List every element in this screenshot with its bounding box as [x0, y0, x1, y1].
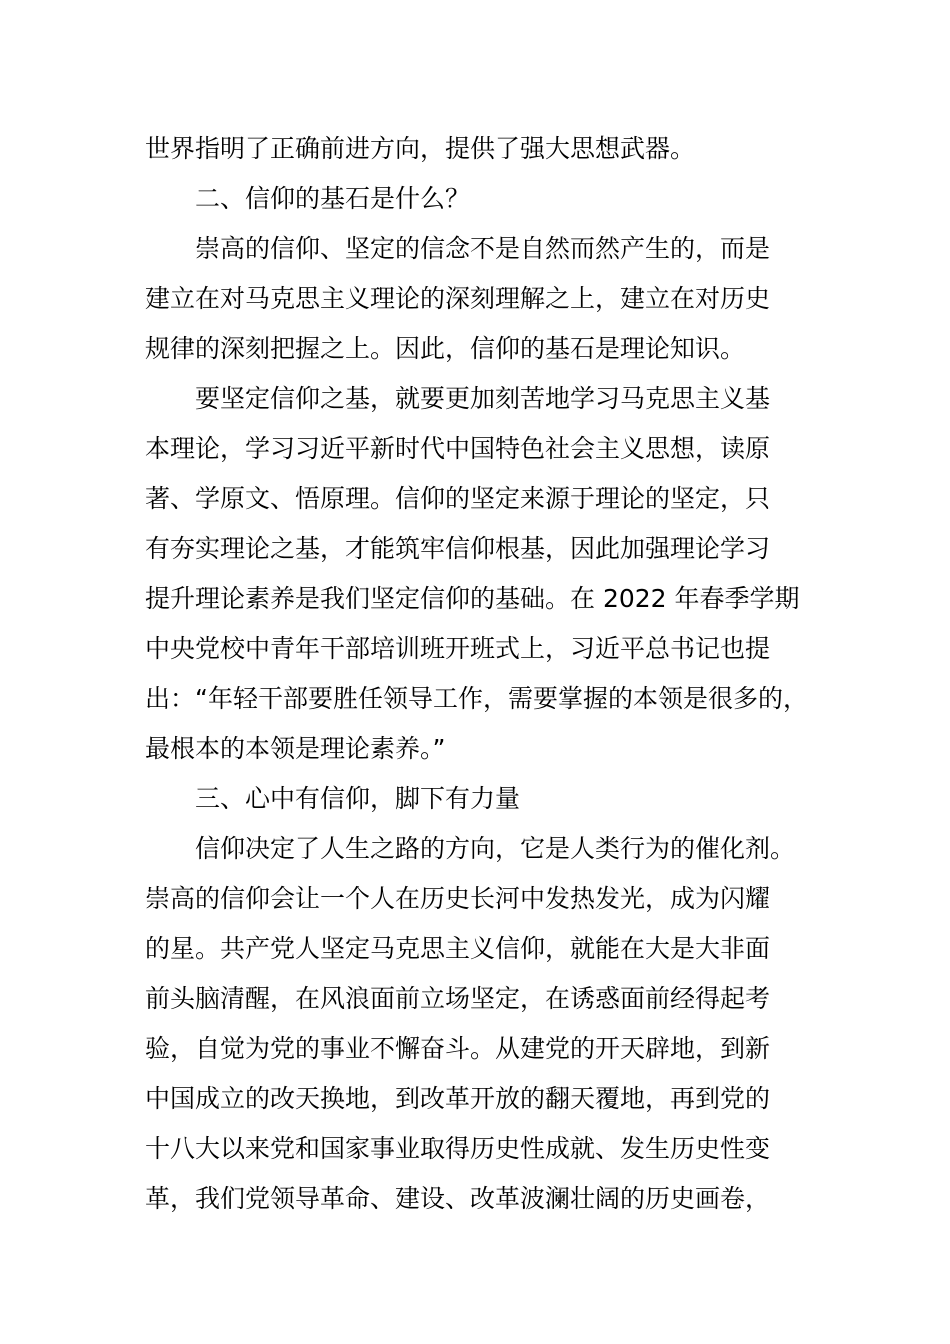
section-heading-3: 三、心中有信仰，脚下有力量	[195, 784, 521, 813]
paragraph-line: 的星。共产党人坚定马克思主义信仰，就能在大是大非面	[145, 934, 771, 963]
paragraph-line: 崇高的信仰、坚定的信念不是自然而然产生的，而是	[195, 234, 771, 263]
paragraph-line: 十八大以来党和国家事业取得历史性成就、发生历史性变	[145, 1134, 771, 1163]
paragraph-line: 崇高的信仰会让一个人在历史长河中发热发光，成为闪耀	[145, 884, 771, 913]
paragraph-line: 中央党校中青年干部培训班开班式上，习近平总书记也提	[145, 634, 771, 663]
paragraph-line: 出：“年轻干部要胜任领导工作，需要掌握的本领是很多的，	[145, 684, 808, 713]
section-heading-2: 二、信仰的基石是什么？	[195, 184, 471, 213]
paragraph-line: 本理论，学习习近平新时代中国特色社会主义思想，读原	[145, 434, 771, 463]
paragraph-line: 规律的深刻把握之上。因此，信仰的基石是理论知识。	[145, 334, 746, 363]
paragraph-line: 前头脑清醒，在风浪面前立场坚定，在诱惑面前经得起考	[145, 984, 771, 1013]
paragraph-line: 提升理论素养是我们坚定信仰的基础。在 2022 年春季学期	[145, 584, 800, 613]
paragraph-line: 建立在对马克思主义理论的深刻理解之上，建立在对历史	[145, 284, 771, 313]
paragraph-line: 中国成立的改天换地，到改革开放的翻天覆地，再到党的	[145, 1084, 771, 1113]
paragraph-line: 要坚定信仰之基，就要更加刻苦地学习马克思主义基	[195, 384, 771, 413]
paragraph-line: 信仰决定了人生之路的方向，它是人类行为的催化剂。	[195, 834, 796, 863]
paragraph-line: 著、学原文、悟原理。信仰的坚定来源于理论的坚定，只	[145, 484, 771, 513]
paragraph-line: 世界指明了正确前进方向，提供了强大思想武器。	[145, 134, 696, 163]
paragraph-line: 革，我们党领导革命、建设、改革波澜壮阔的历史画卷，	[145, 1184, 771, 1213]
paragraph-line: 有夯实理论之基，才能筑牢信仰根基，因此加强理论学习	[145, 534, 771, 563]
paragraph-line: 最根本的本领是理论素养。”	[145, 734, 446, 763]
paragraph-line: 验，自觉为党的事业不懈奋斗。从建党的开天辟地，到新	[145, 1034, 771, 1063]
